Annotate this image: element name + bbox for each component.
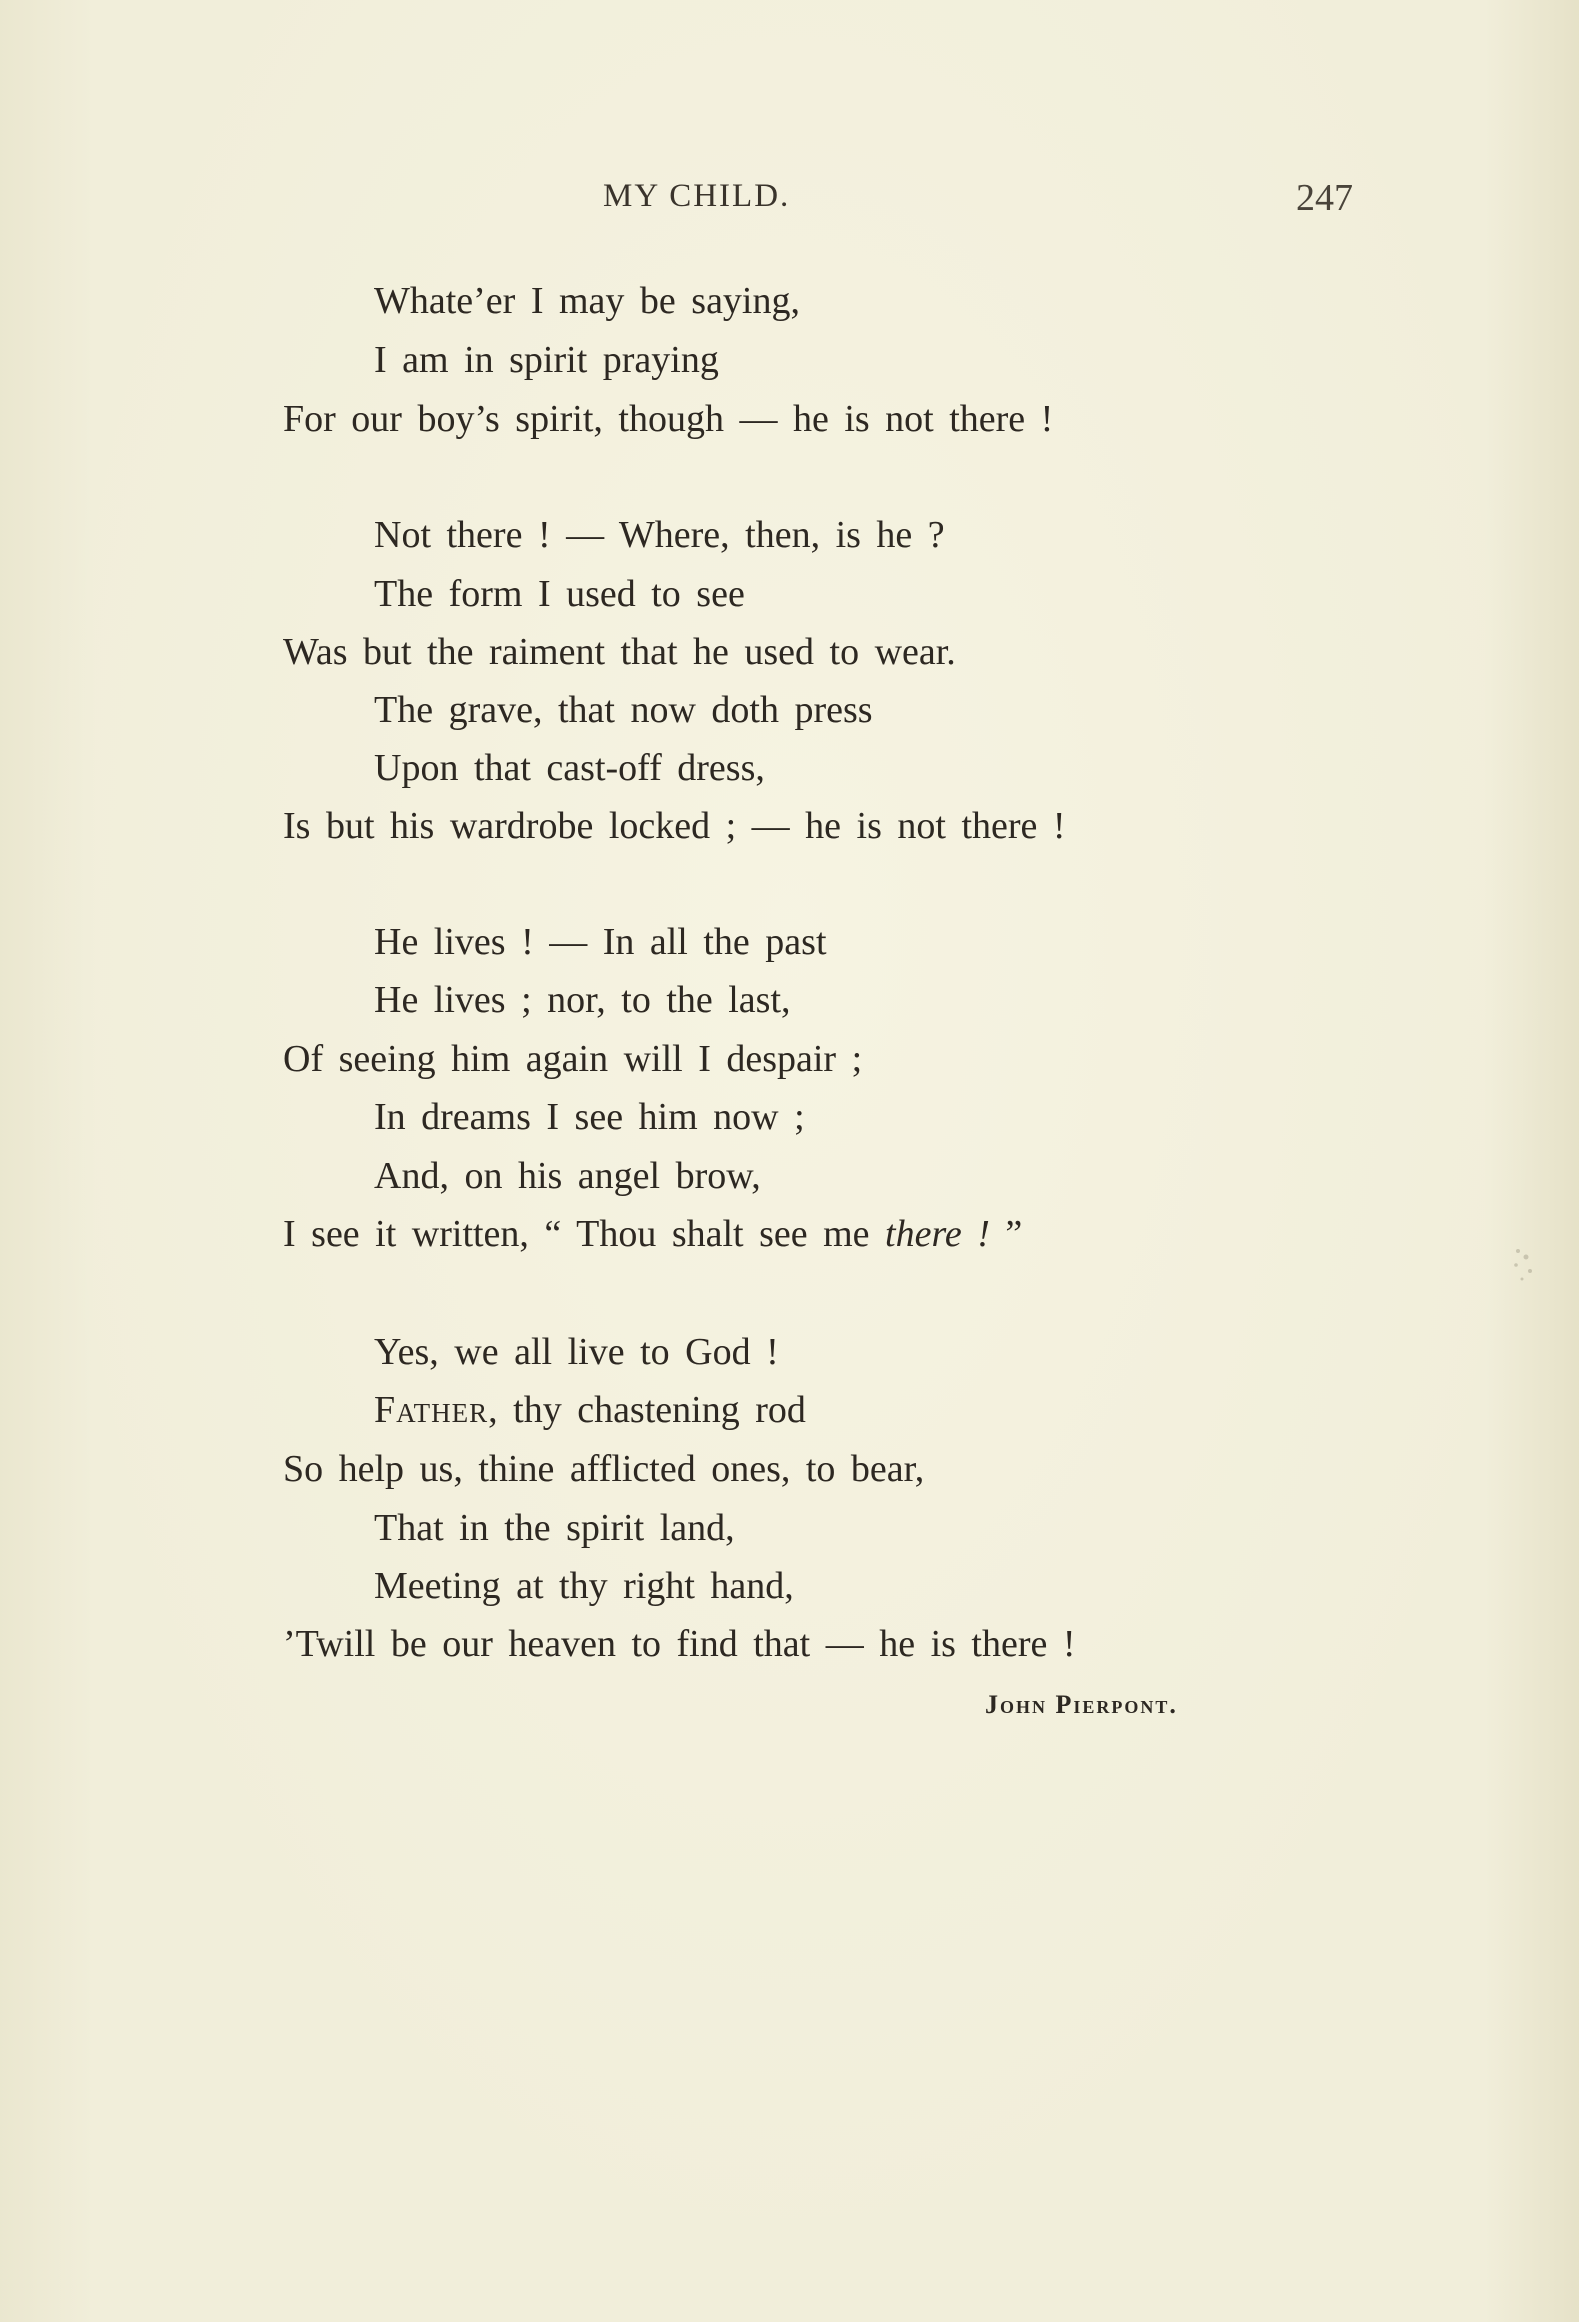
- poem-line: I am in spirit praying: [374, 339, 719, 381]
- line-emphasis: there !: [885, 1213, 990, 1255]
- poem-line: In dreams I see him now ;: [374, 1096, 805, 1138]
- running-title: MY CHILD.: [603, 178, 791, 214]
- poem-line: And, on his angel brow,: [374, 1155, 761, 1197]
- poem-line: So help us, thine afflicted ones, to bear,: [283, 1448, 925, 1490]
- poem-line: Upon that cast-off dress,: [374, 747, 765, 789]
- line-text: I see it written, “ Thou shalt see me: [283, 1213, 886, 1255]
- poem-line: Not there ! — Where, then, is he ?: [374, 514, 945, 556]
- poem-line: The form I used to see: [374, 573, 745, 615]
- line-smallcaps: Father: [374, 1389, 489, 1431]
- author-attribution: John Pierpont.: [985, 1690, 1178, 1719]
- poem-line: ’Twill be our heaven to find that — he is there !: [283, 1623, 1076, 1665]
- poem-line: He lives ! — In all the past: [374, 921, 827, 963]
- paper-speck-mark: [1510, 1245, 1540, 1289]
- poem-line: For our boy’s spirit, though — he is not there !: [283, 398, 1054, 440]
- poem-line: Was but the raiment that he used to wear.: [283, 631, 956, 673]
- page-number: 247: [1296, 177, 1353, 219]
- poem-line: He lives ; nor, to the last,: [374, 979, 791, 1021]
- poem-line: The grave, that now doth press: [374, 689, 873, 731]
- poem-line: [283, 1215, 1022, 1253]
- poem-line: Yes, we all live to God !: [374, 1331, 779, 1373]
- poem-line: That in the spirit land,: [374, 1507, 735, 1549]
- poem-line: Meeting at thy right hand,: [374, 1565, 794, 1607]
- line-text: , thy chastening rod: [488, 1389, 806, 1431]
- poem-line: Of seeing him again will I despair ;: [283, 1038, 863, 1080]
- poem-line: Whate’er I may be saying,: [374, 280, 800, 322]
- line-text: ”: [989, 1213, 1023, 1255]
- poem-line: Is but his wardrobe locked ; — he is not there !: [283, 805, 1066, 847]
- poem-line: [374, 1391, 806, 1429]
